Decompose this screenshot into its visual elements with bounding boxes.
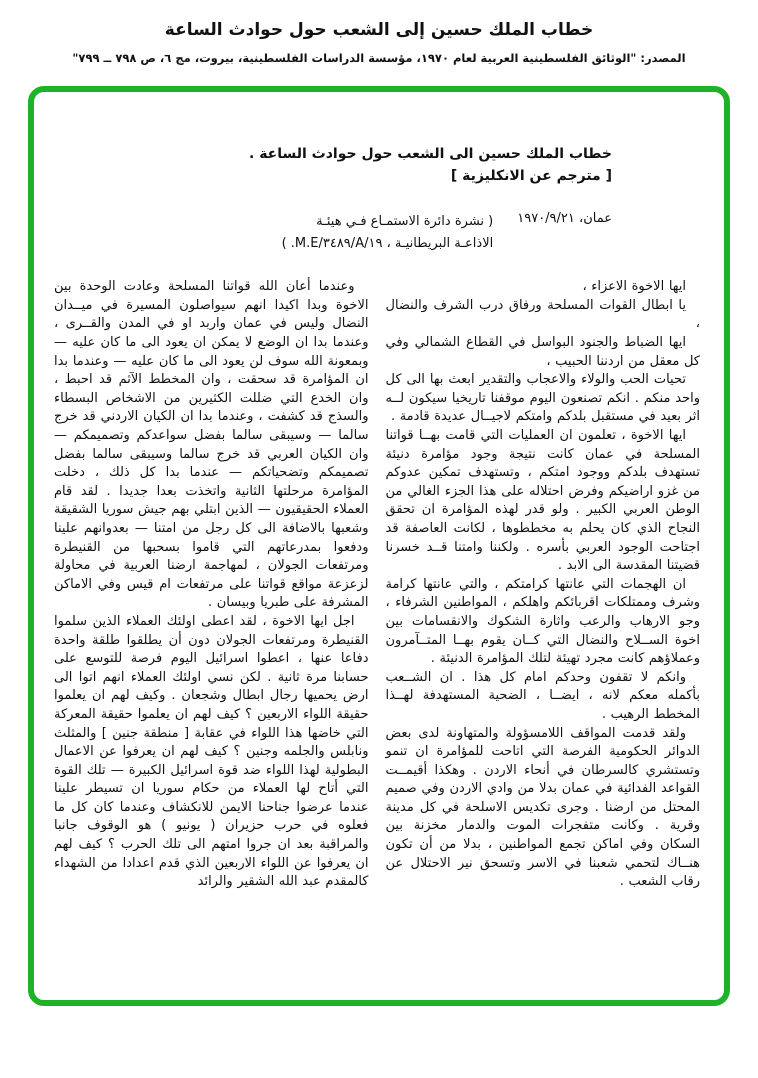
paragraph: يا ابطال القوات المسلحة ورفاق درب الشرف والنضال ،	[385, 297, 700, 332]
bulletin-reference: ( نشرة دائرة الاستمـاع فـي هيئـة الاذاعـة البريطانيـة ، ١٩/A/٣٤٨٩/M.E. )	[281, 214, 494, 251]
paragraph: تحيات الحب والولاء والاعجاب والتقدير ابعث بها الى كل واحد منكم . انكم تصنعون اليوم موقفنا تاريخيا سيكون لــه اثر بعيد في مستقبل بلدكم وامتكم لاجيــال عديدة قادمة .	[385, 372, 700, 425]
paragraph: وانكم لا تقفون وحدكم امام كل هذا . ان الشــعب بأكمله معكم لانه ، ايضــا ، الضحية المستهدفة لهــذا المخطط الرهيب .	[385, 669, 700, 722]
column-right	[386, 278, 701, 892]
source-citation: المصدر: "الوثائق الفلسطينية العربية لعام ١٩٧٠، مؤسسة الدراسات الفلسطينية، بيروت، مج ٦، ص ٧٩٨ ــ ٧٩٩"	[72, 51, 686, 65]
document-body	[54, 278, 700, 892]
translation-note: [ مترجم عن الانكليزية ]	[450, 167, 612, 184]
dateline-row	[220, 211, 612, 254]
column-left	[54, 278, 369, 892]
document-main-title: خطاب الملك حسين إلى الشعب حول حوادث الساعة	[164, 20, 594, 40]
paragraph: وعندما أعان الله قواتنا المسلحة وعادت الوحدة بين الاخوة وبدا اكيدا انهم سيواصلون المسيرة في ميــدان النضال وليس في عمان واربد او في المدن والقــرى ، وعندما بدا ان الوضع لا يمكن ان يعود الى ما كان عليه — وبمعونة الله سوف لن يعود الى ما كان عليه — وعندما بدا ان المؤامرة قد سحقت ، وان المخطط الآثم قد احبط ، وان الخدع التي ضللت الكثيرين من الاشخاص البسطاء والسذج قد كشفت ، وعندما بدا ان الكيان الاردني قد خرج سالما — وسيبقى سالما بفضل سواعدكم وتصميمكم — وان الكيان العربي قد خرج سالما وسيبقى سالما بفضل تصميمكم وتضحياتكم — عندما بدا كل ذلك ، دخلت المؤامرة مرحلتها الثانية واتخذت بعدا جديدا . لقد قام العملاء الحقيقيون — الذين ابتلي بهم جيش سوريا الشقيقة وشعبها بالاضافة الى كل رجل من امتنا — بعدوانهم علينا ودفعوا بمدرعاتهم التي قاموا بسحبها من القنيطرة ومرتفعات الجولان ، لمهاجمة ارضنا العربية في محاولة لزعزعة مواقع قواتنا على مرتفعات ام قيس وفي الاماكن المشرفة على طبريا وبيسان .	[54, 279, 369, 611]
paragraph: اجل ايها الاخوة ، لقد اعطى اولئك العملاء الذين سلموا القنيطرة ومرتفعات الجولان دون أن يطلقوا طلقة واحدة دفاعا عنها ، اعطوا اسرائيل اليوم فرصة للتوسع على حسابنا مرة ثانية . لكن نسي اولئك العملاء انهم اتوا الى ارض يحميها رجال ابطال وشجعان . وكيف لهم ان يعلموا حقيقة اللواء الاربعين ؟ كيف لهم ان يعلموا حقيقة المعركة التي خاضها هذا اللواء في عقابة [ منطقة جنين ] والمثلث ونابلس والجلمه وجنين ؟ كيف لهم ان يعرفوا عن الاعمال البطولية لهذا اللواء ضد قوة اسرائيل الكبيرة — تلك القوة التي أتاح لها العملاء من حكام سوريا ان تسيطر علينا عندما عرضوا جناحنا الايمن للانكشاف وعندما كان كل ما فعلوه في حرب حزيران ( يونيو ) هو الوقوف جانبا والمراقبة بعد ان جروا امتهم الى تلك الحرب ؟ كيف لهم ان يعرفوا عن اللواء الاربعين الذي قدم اعدادا من الشهداء كالمقدم عبد الله الشقير والرائد	[54, 613, 369, 890]
paragraph: ان الهجمات التي عانتها كرامتكم ، والتي عانتها كرامة وشرف وممتلكات اقربائكم واهلكم ، المواطنين الشرفاء ، وجو الارهاب والرعب واثارة الشكوك والانقسامات بين اخوة الســلاح والنضال التي كــان يقوم بهــا المتــآمرون وعملاؤهم كانت مجرد تهيئة لتلك المؤامرة الدنيئة .	[385, 576, 700, 667]
dateline: عمان، ١٩٧٠/٩/٢١	[517, 211, 612, 227]
page-header	[0, 0, 758, 65]
document-frame	[28, 86, 730, 1006]
paragraph: ايها الاخوة الاعزاء ،	[582, 279, 686, 295]
paragraph: ولقد قدمت المواقف اللامسؤولة والمتهاونة لدى بعض الدوائر الحكومية الفرصة التي اتاحت للمؤامرة ان تنمو وتستشري كالسرطان في أنحاء الاردن . وهكذا أقيمــت القواعد الفدائية في عمان بدلا من وادي الاردن وفي صميم المحتل من ارضنا . وجرى تكديس الاسلحة في كل مدينة وقرية . وكانت متفجرات الموت والدمار مخزنة بين السكان وفي اماكن تجمع المواطنين ، بدلا من أن تكون هنــاك لتحمي شعبنا في الاسر وتسحق نير الاحتلال عن رقاب الشعب .	[385, 725, 700, 890]
inner-title-block	[220, 144, 612, 187]
paragraph: ايها الاخوة ، تعلمون ان العمليات التي قامت بهــا قواتنا المسلحة في عمان كانت نتيجة وجود مؤامرة دنيئة تستهدف بلدكم ووجود امتكم ، وتستهدف تمكين عدوكم من غزو اراضيكم وفرض احتلاله على هذا الجزء الغالي من الوطن العربي الكبير . ولو قدر لهذه المؤامرة ان تحقق النجاح الذي كان يحلم به مخططوها ، لكانت العاصفة قد اجتاحت الوجود العربي بأسره . ولكننا وامتنا قــد خسرنا قضيتنا المقدسة الى الابد .	[385, 428, 700, 574]
inner-document-title: خطاب الملك حسين الى الشعب حول حوادث الساعة .	[249, 146, 612, 162]
paragraph: ايها الضباط والجنود البواسل في القطاع الشمالي وفي كل معقل من اردننا الحبيب ،	[385, 335, 700, 369]
